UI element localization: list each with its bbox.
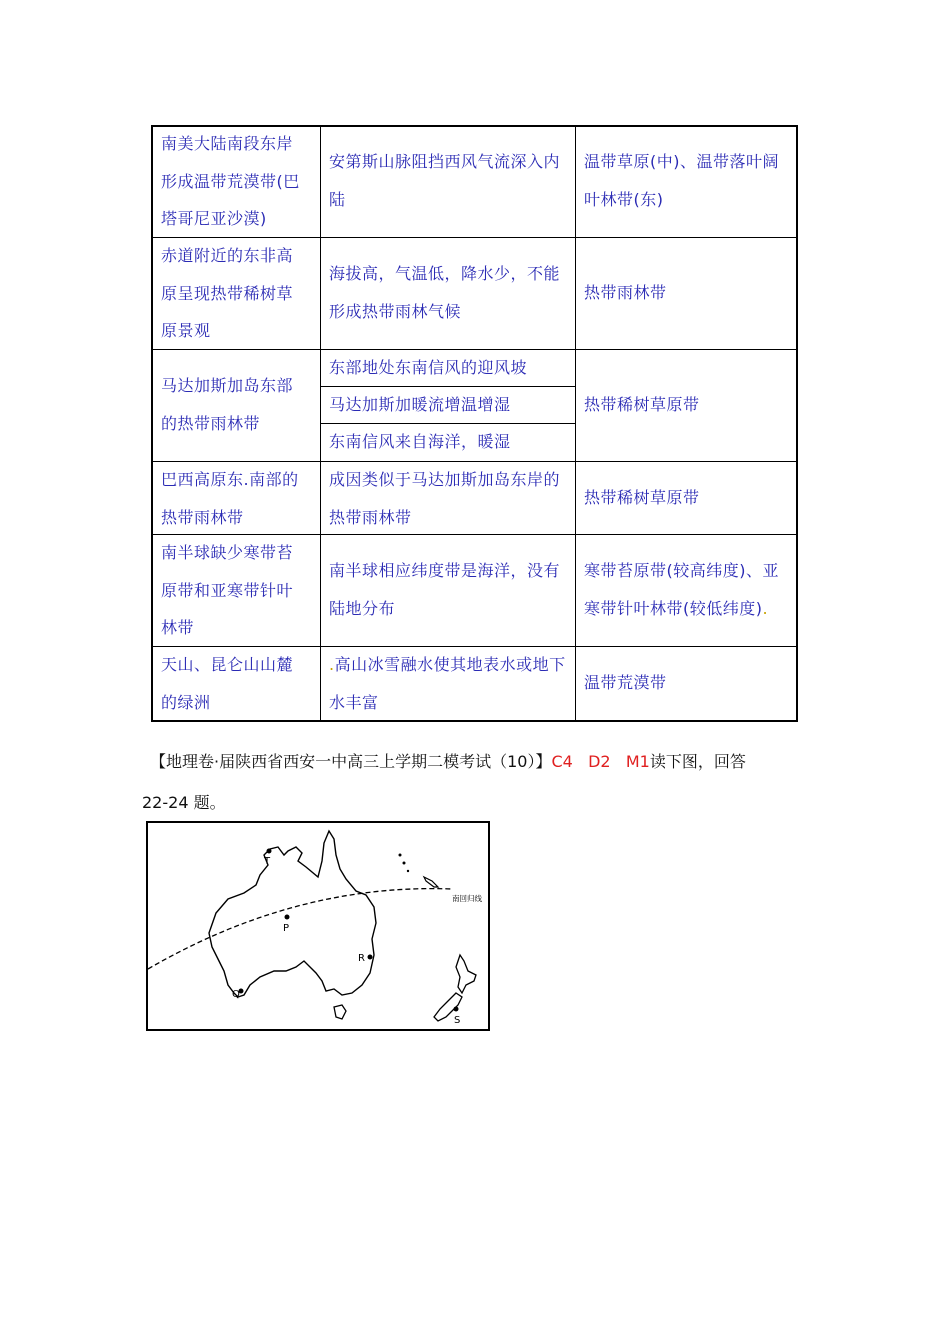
question-intro-line1: [150, 749, 746, 772]
cell-line: 巴西高原东.南部的: [161, 470, 299, 489]
cell-line: 海拔高，气温低，降水少，不能: [329, 264, 561, 283]
cell-text: 高山冰雪融水使其地表水或地下: [334, 655, 566, 674]
table-cell: [321, 552, 575, 627]
point-p-marker: [285, 915, 290, 920]
cell-line: 陆: [329, 189, 346, 209]
cell-line: 形成温带荒漠带(巴: [161, 171, 300, 191]
cell-line: 热带稀树草原带: [584, 395, 700, 414]
cell-line: 热带雨林带: [584, 283, 667, 302]
australia-map: [146, 821, 490, 1031]
table-cell: [576, 479, 796, 517]
tropic-label: 南回归线: [452, 894, 482, 903]
question-range: 22-24 题。: [142, 793, 226, 812]
cell-line: 的绿洲: [161, 692, 211, 712]
cell-text: 寒带针叶林带(较低纬度): [584, 598, 763, 618]
cell-line: 形成热带雨林气候: [329, 301, 462, 321]
cell-line: 的热带雨林带: [161, 413, 261, 433]
cell-line: 原景观: [161, 321, 211, 340]
point-r-marker: [368, 955, 373, 960]
cell-line: 原呈现热带稀树草: [161, 283, 294, 303]
cell-line: [329, 646, 567, 684]
table-cell: [321, 646, 575, 721]
table-cell: [321, 386, 575, 424]
cell-line: 寒带苔原带(较高纬度)、亚: [584, 561, 779, 580]
cell-line: 成因类似于马达加斯加岛东岸的: [329, 470, 561, 489]
island-dot: [403, 862, 406, 865]
geography-table: [151, 125, 798, 722]
point-s-marker: [454, 1007, 459, 1012]
point-t-marker: [267, 849, 272, 854]
island-dot: [399, 854, 402, 857]
cell-dot: .: [762, 598, 769, 618]
table-cell: [321, 461, 575, 536]
cell-line: 天山、昆仑山山麓: [161, 655, 294, 674]
table-cell: [153, 125, 320, 237]
table-cell: [576, 386, 796, 424]
cell-line: 温带荒漠带: [584, 673, 667, 692]
table-border-right: [796, 125, 798, 722]
cell-line: [584, 590, 788, 628]
cell-line: 热带雨林带: [161, 507, 244, 527]
question-instruction: 读下图，回答: [649, 752, 746, 771]
table-cell: [321, 143, 575, 218]
cell-line: 赤道附近的东非高: [161, 246, 294, 265]
table-cell: [576, 552, 796, 627]
table-cell: [576, 664, 796, 702]
point-s-label: S: [454, 1015, 461, 1026]
island-dot: [407, 870, 409, 872]
cell-line: 水丰富: [329, 692, 379, 712]
point-q-label: Q: [232, 989, 240, 1000]
table-cell: [153, 646, 320, 721]
question-intro-line2: [142, 790, 226, 813]
cell-line: 叶林带(东): [584, 189, 664, 209]
cell-line: 东部地处东南信风的迎风坡: [329, 358, 528, 377]
cell-line: 温带草原(中)、温带落叶阔: [584, 152, 779, 171]
cell-line: 南美大陆南段东岸: [161, 134, 294, 153]
table-cell: [321, 423, 575, 461]
point-r-label: R: [358, 953, 365, 964]
cell-line: 塔哥尼亚沙漠): [161, 209, 267, 228]
cell-line: 热带雨林带: [329, 507, 412, 527]
question-codes: C4 D2 M1: [551, 752, 650, 771]
table-cell: [576, 274, 796, 312]
cell-line: 热带稀树草原带: [584, 488, 700, 507]
table-cell: [153, 237, 320, 350]
map-frame: [147, 822, 489, 1030]
cell-line: 东南信风来自海洋，暖湿: [329, 432, 511, 451]
cell-line: 南半球相应纬度带是海洋，没有: [329, 561, 561, 580]
cell-line: 安第斯山脉阻挡西风气流深入内: [329, 152, 561, 171]
table-cell: [576, 143, 796, 218]
point-p-label: P: [283, 923, 290, 934]
table-cell: [153, 367, 320, 442]
table-cell: [321, 349, 575, 387]
cell-line: 陆地分布: [329, 598, 396, 618]
cell-line: 原带和亚寒带针叶: [161, 580, 294, 600]
cell-line: 南半球缺少寒带苔: [161, 543, 294, 562]
cell-line: 马达加斯加暖流增温增湿: [329, 395, 511, 414]
table-cell: [321, 255, 575, 330]
question-source: 【地理卷·届陕西省西安一中高三上学期二模考试（10）】: [150, 752, 552, 771]
table-cell: [153, 461, 320, 536]
table-cell: [153, 534, 320, 647]
point-t-label: T: [264, 856, 271, 867]
cell-line: 马达加斯加岛东部: [161, 376, 294, 395]
cell-dot: .: [329, 655, 335, 674]
cell-line: 林带: [161, 618, 195, 637]
